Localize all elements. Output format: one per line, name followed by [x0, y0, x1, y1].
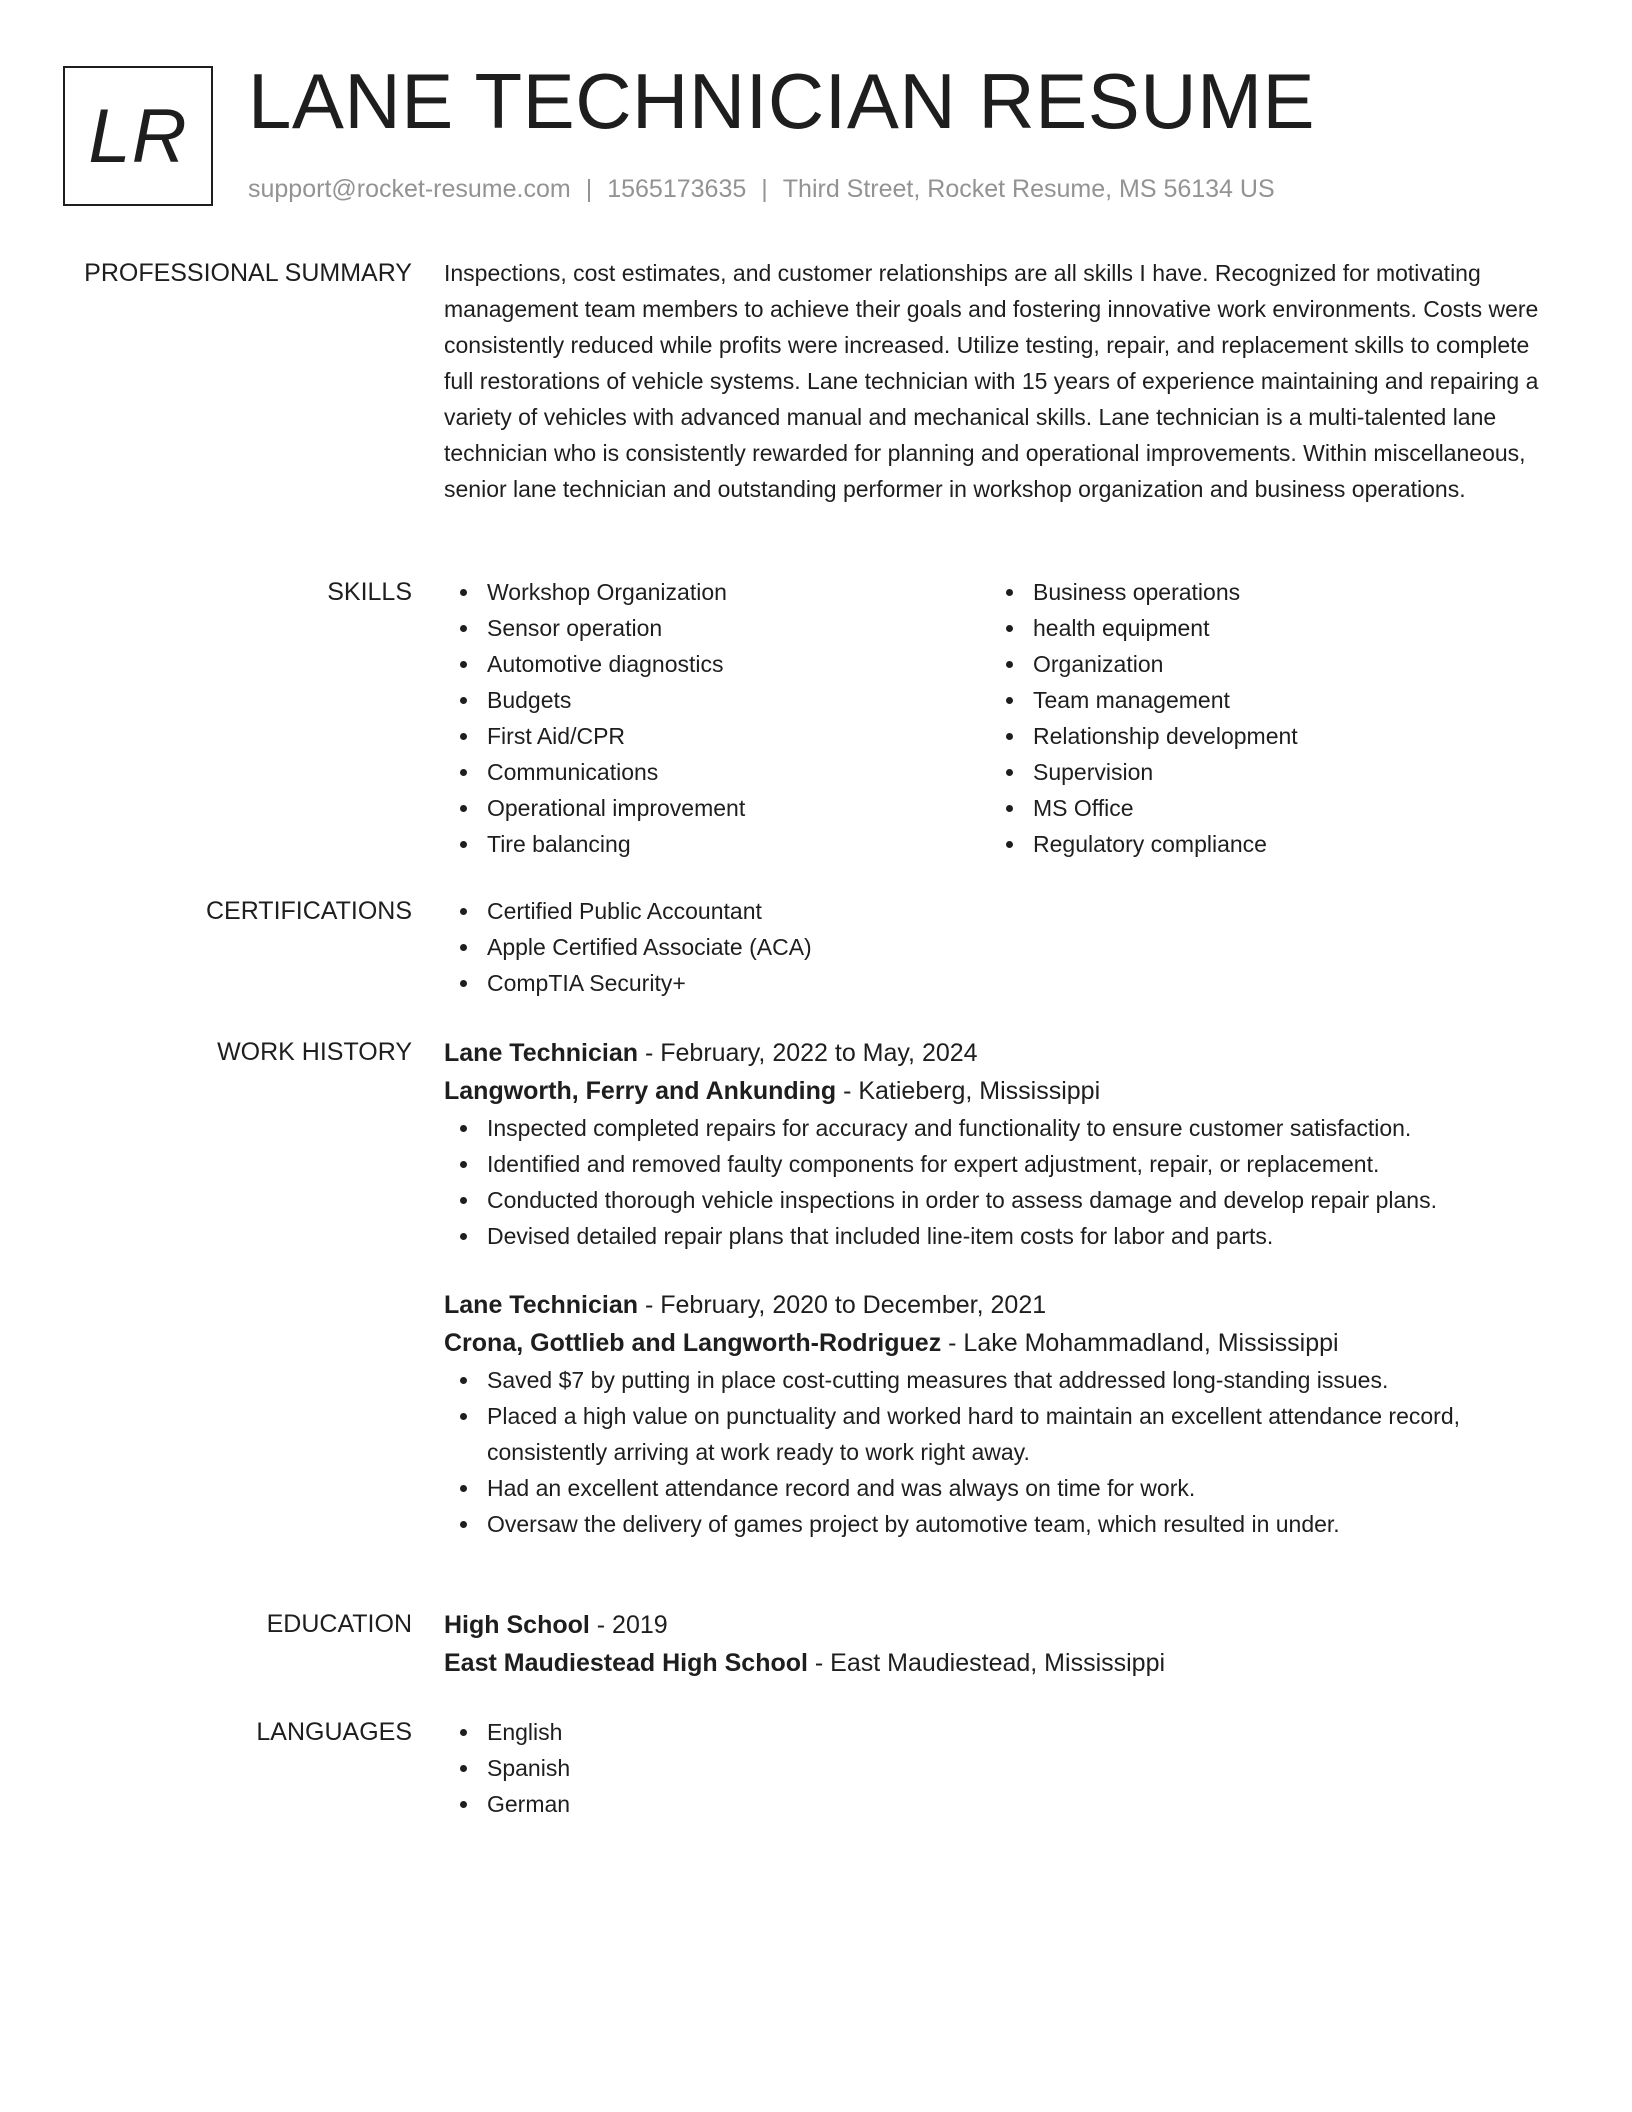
job-dates: - February, 2022 to May, 2024	[638, 1039, 978, 1067]
job-location: - Lake Mohammadland, Mississippi	[941, 1329, 1339, 1357]
job-location: - Katieberg, Mississippi	[836, 1077, 1101, 1105]
certification-item: Apple Certified Associate (ACA)	[444, 929, 1559, 965]
skill-item: Organization	[990, 646, 1536, 682]
skill-item: Relationship development	[990, 718, 1536, 754]
contact-address: Third Street, Rocket Resume, MS 56134 US	[782, 175, 1275, 203]
contact-separator: |	[761, 175, 768, 203]
job-duty-item: Placed a high value on punctuality and worked hard to maintain an excellent attendance record, consistently arriving at work ready to work right away.	[444, 1398, 1559, 1470]
work-history-heading: WORK HISTORY	[217, 1038, 412, 1066]
job-company-line	[444, 1072, 1559, 1110]
skill-item: Team management	[990, 682, 1536, 718]
job-duty-item: Identified and removed faulty components for expert adjustment, repair, or replacement.	[444, 1146, 1559, 1182]
certifications-heading: CERTIFICATIONS	[205, 897, 412, 925]
skill-item: Sensor operation	[444, 610, 990, 646]
summary-text: Inspections, cost estimates, and customer relationships are all skills I have. Recognized for motivating management team members to achieve their goals and fostering innovative work environments. Costs were consistently reduced while profits were increased. Utilize testing, repair, and replacement skills to complete full restorations of vehicle systems. Lane technician with 15 years of experience maintaining and repairing a variety of vehicles with advanced manual and mechanical skills. Lane technician is a multi-talented lane technician who is consistently rewarded for planning and operational improvements. Within miscellaneous, senior lane technician and outstanding performer in workshop organization and business operations.	[444, 260, 1539, 502]
contact-separator: |	[585, 175, 593, 203]
certification-item: CompTIA Security+	[444, 965, 1559, 1001]
education-location: - East Maudiestead, Mississippi	[807, 1649, 1166, 1677]
skill-item: Business operations	[990, 574, 1536, 610]
education-degree: High School	[444, 1611, 590, 1639]
job-title: Lane Technician	[444, 1291, 639, 1319]
skills-list-left	[444, 574, 990, 862]
job-entry	[444, 1286, 1559, 1542]
contact-line	[248, 173, 1275, 205]
education-school-line	[444, 1644, 1559, 1682]
job-company: Langworth, Ferry and Ankunding	[444, 1077, 837, 1105]
certification-item: Certified Public Accountant	[444, 893, 1559, 929]
education-heading: EDUCATION	[266, 1610, 412, 1638]
skill-item: Supervision	[990, 754, 1536, 790]
languages-list	[444, 1714, 1559, 1822]
languages-heading: LANGUAGES	[256, 1718, 412, 1746]
job-duty-item: Inspected completed repairs for accuracy and functionality to ensure customer satisfaction.	[444, 1110, 1559, 1146]
job-company-line	[444, 1324, 1559, 1362]
skill-item: Operational improvement	[444, 790, 990, 826]
skill-item: Tire balancing	[444, 826, 990, 862]
skill-item: Communications	[444, 754, 990, 790]
job-duty-item: Oversaw the delivery of games project by automotive team, which resulted in under.	[444, 1506, 1559, 1542]
job-dates: - February, 2020 to December, 2021	[638, 1291, 1047, 1319]
skill-item: Budgets	[444, 682, 990, 718]
skill-item: Automotive diagnostics	[444, 646, 990, 682]
job-title-line	[444, 1034, 1559, 1072]
skill-item: health equipment	[990, 610, 1536, 646]
skills-list-right	[990, 574, 1536, 862]
job-title: Lane Technician	[444, 1039, 639, 1067]
job-duty-item: Had an excellent attendance record and was always on time for work.	[444, 1470, 1559, 1506]
education-school: East Maudiestead High School	[444, 1649, 808, 1677]
skill-item: First Aid/CPR	[444, 718, 990, 754]
language-item: German	[444, 1786, 1559, 1822]
job-entry	[444, 1034, 1559, 1254]
job-duty-item: Saved $7 by putting in place cost-cutting measures that addressed long-standing issues.	[444, 1362, 1559, 1398]
language-item: Spanish	[444, 1750, 1559, 1786]
monogram-logo: LR	[63, 66, 213, 206]
skill-item: MS Office	[990, 790, 1536, 826]
resume-title: LANE TECHNICIAN RESUME	[248, 57, 1316, 145]
skills-heading: SKILLS	[327, 578, 412, 606]
education-year: - 2019	[589, 1611, 668, 1639]
job-duty-item: Devised detailed repair plans that included line-item costs for labor and parts.	[444, 1218, 1559, 1254]
job-duty-item: Conducted thorough vehicle inspections in order to assess damage and develop repair plans.	[444, 1182, 1559, 1218]
job-duties-list	[444, 1110, 1559, 1254]
job-title-line	[444, 1286, 1559, 1324]
skill-item: Regulatory compliance	[990, 826, 1536, 862]
language-item: English	[444, 1714, 1559, 1750]
job-duties-list	[444, 1362, 1559, 1542]
job-company: Crona, Gottlieb and Langworth-Rodriguez	[444, 1329, 942, 1357]
skill-item: Workshop Organization	[444, 574, 990, 610]
education-degree-line	[444, 1606, 1559, 1644]
contact-email[interactable]: support@rocket-resume.com	[248, 175, 571, 203]
summary-heading: PROFESSIONAL SUMMARY	[84, 259, 412, 287]
certifications-list	[444, 893, 1559, 1001]
contact-phone[interactable]: 1565173635	[607, 175, 747, 203]
